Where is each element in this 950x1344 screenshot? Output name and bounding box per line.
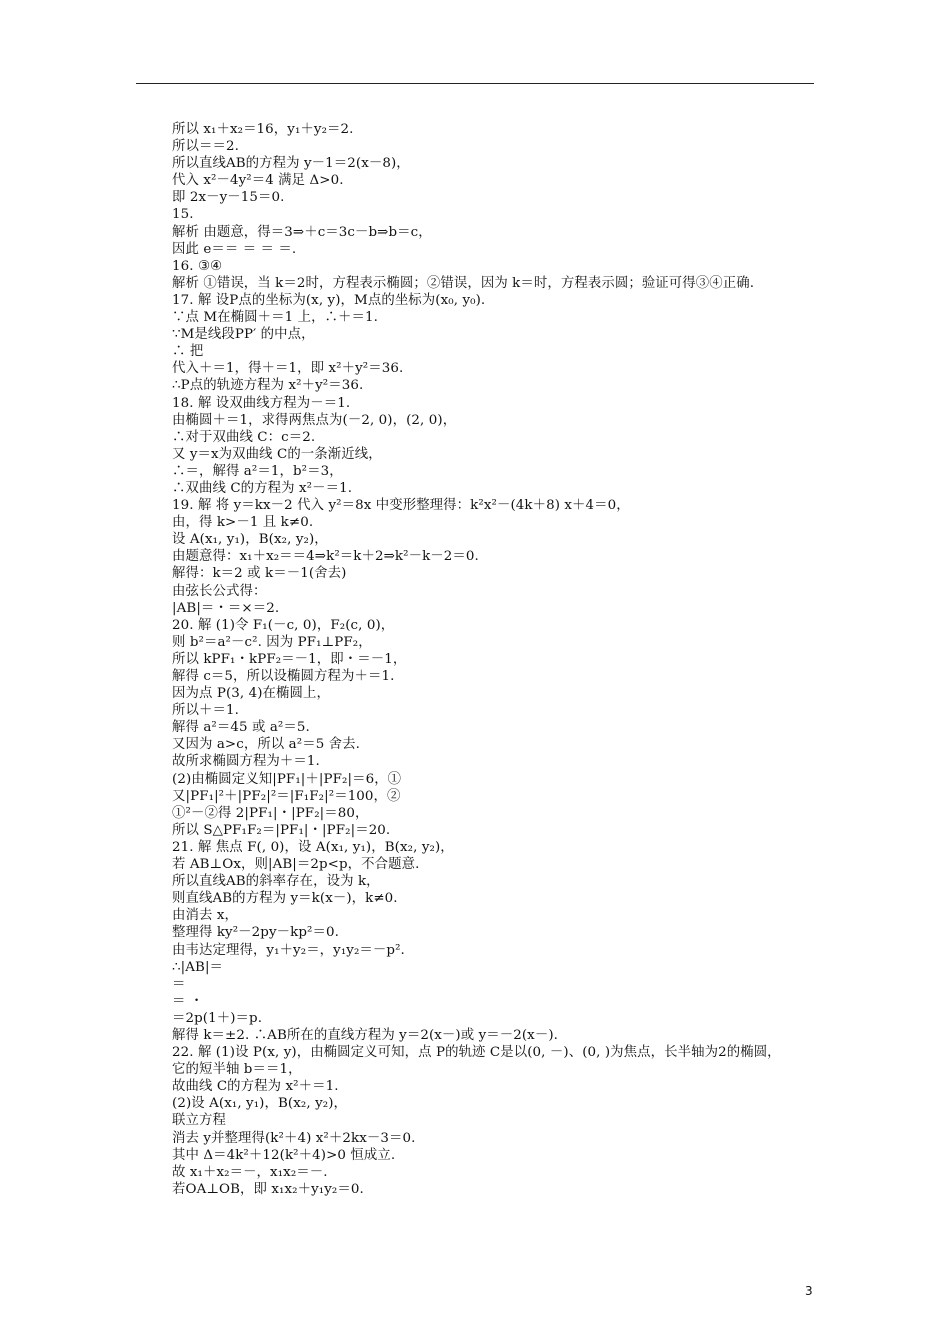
page-number: 3 [805,1284,813,1298]
text-line: 又因为 a>c，所以 a²＝5 舍去. [172,737,361,753]
text-line: 由椭圆＋＝1，求得两焦点为(－2, 0)，(2, 0)， [172,412,457,428]
text-line: ∴对于双曲线 C：c＝2. [172,429,316,445]
text-line: (2)由椭圆定义知|PF₁|＋|PF₂|＝6，① [172,771,402,787]
text-line: ＝ ・ [172,993,204,1009]
text-line: 消去 y并整理得(k²＋4) x²＋2kx－3＝0. [172,1130,416,1146]
text-line: 所以直线AB的方程为 y－1＝2(x－8)， [172,156,410,172]
text-line: 18. 解 设双曲线方程为－＝1. [172,395,351,411]
text-line: 21. 解 焦点 F(, 0)，设 A(x₁, y₁)，B(x₂, y₂)， [172,839,454,855]
header-rule [136,83,814,84]
text-line: 由题意得：x₁＋x₂＝＝4⇒k²＝k＋2⇒k²－k－2＝0. [172,549,479,565]
text-line: 所以 kPF₁・kPF₂＝－1，即・＝－1， [172,651,407,667]
text-line: 解析 ①错误，当 k＝2时，方程表示椭圆；②错误，因为 k＝时，方程表示圆；验证可得③④正确. [172,275,755,291]
text-line: 解析 由题意，得＝3⇒＋c＝3c－b⇒b＝c， [172,224,432,240]
text-line: 故所求椭圆方程为＋＝1. [172,754,320,770]
text-line: (2)设 A(x₁, y₁)，B(x₂, y₂)， [172,1096,348,1112]
text-line: ∵M是线段PP′ 的中点， [172,327,315,343]
text-line: 22. 解 (1)设 P(x, y)，由椭圆定义可知，点 P的轨迹 C是以(0, －)、(0, )为焦点，长半轴为2的椭圆， [172,1045,781,1061]
text-line: 所以＋＝1. [172,703,239,719]
text-line: 解得 c＝5，所以设椭圆方程为＋＝1. [172,669,395,684]
text-line: 则 b²＝a²－c². 因为 PF₁⊥PF₂， [172,634,372,650]
text-line: |AB|＝・＝×＝2. [172,600,280,616]
text-line: 由韦达定理得，y₁＋y₂＝，y₁y₂＝－p². [172,942,405,958]
solution-text [172,121,822,1198]
text-line: 其中 Δ＝4k²＋12(k²＋4)>0 恒成立. [172,1147,396,1163]
text-line: 所以＝＝2. [172,139,239,155]
text-line: 15. [172,207,194,223]
text-line: ＝2p(1＋)＝p. [172,1010,263,1026]
text-line: 它的短半轴 b＝＝1， [172,1062,302,1078]
text-line: 所以直线AB的斜率存在，设为 k， [172,874,380,890]
text-line: 又 y＝x为双曲线 C的一条渐近线， [172,446,382,462]
text-line: 由，得 k>－1 且 k≠0. [172,515,314,531]
text-line: 所以 x₁＋x₂＝16，y₁＋y₂＝2. [172,122,354,137]
text-line: ∴|AB|＝ [172,959,224,975]
text-line: 解得 a²＝45 或 a²＝5. [172,720,310,736]
text-line: 解得：k＝2 或 k＝－1(舍去) [172,566,347,582]
text-line: 因此 e＝＝ ＝ ＝ ＝. [172,241,297,257]
text-line: 整理得 ky²－2py－kp²＝0. [172,925,339,941]
text-line: 17. 解 设P点的坐标为(x, y)，M点的坐标为(x₀, y₀). [172,292,486,308]
text-line: ∴双曲线 C的方程为 x²－＝1. [172,480,353,496]
text-line: 由弦长公式得： [172,583,267,599]
text-line: 代入 x²－4y²＝4 满足 Δ>0. [172,173,344,189]
text-line: ∴P点的轨迹方程为 x²＋y²＝36. [172,378,364,394]
text-line: 即 2x－y－15＝0. [172,190,285,206]
text-line: 联立方程 [172,1113,226,1129]
text-line: ∴ 把 [172,344,204,360]
text-line: 16. ③④ [172,258,223,274]
text-line: 因为点 P(3, 4)在椭圆上， [172,686,330,702]
text-line: 又|PF₁|²＋|PF₂|²＝|F₁F₂|²＝100，② [172,788,401,804]
text-line: 19. 解 将 y＝kx－2 代入 y²＝8x 中变形整理得：k²x²－(4k＋8) x＋4＝0， [172,498,630,514]
text-line: 20. 解 (1)令 F₁(－c, 0)，F₂(c, 0)， [172,617,395,633]
text-line: 若 AB⊥Ox，则|AB|＝2p<p，不合题意. [172,857,420,873]
text-line: ①²－②得 2|PF₁|・|PF₂|＝80， [172,805,369,821]
text-line: 若OA⊥OB，即 x₁x₂＋y₁y₂＝0. [172,1181,364,1197]
text-line: 故 x₁＋x₂＝－，x₁x₂＝－. [172,1164,328,1180]
text-line: 代入＋＝1，得＋＝1，即 x²＋y²＝36. [172,361,404,377]
text-line: 设 A(x₁, y₁)，B(x₂, y₂)， [172,532,328,548]
text-line: ∴＝，解得 a²＝1，b²＝3， [172,463,343,479]
text-line: ＝ [172,976,186,992]
text-line: ∵点 M在椭圆＋＝1 上，∴＋＝1. [172,310,379,326]
text-line: 由消去 x， [172,908,238,924]
text-line: 故曲线 C的方程为 x²＋＝1. [172,1079,339,1095]
text-line: 则直线AB的方程为 y＝k(x－)，k≠0. [172,891,398,907]
text-line: 解得 k＝±2. ∴AB所在的直线方程为 y＝2(x－)或 y＝－2(x－). [172,1027,559,1043]
text-line: 所以 S△PF₁F₂＝|PF₁|・|PF₂|＝20. [172,822,391,838]
